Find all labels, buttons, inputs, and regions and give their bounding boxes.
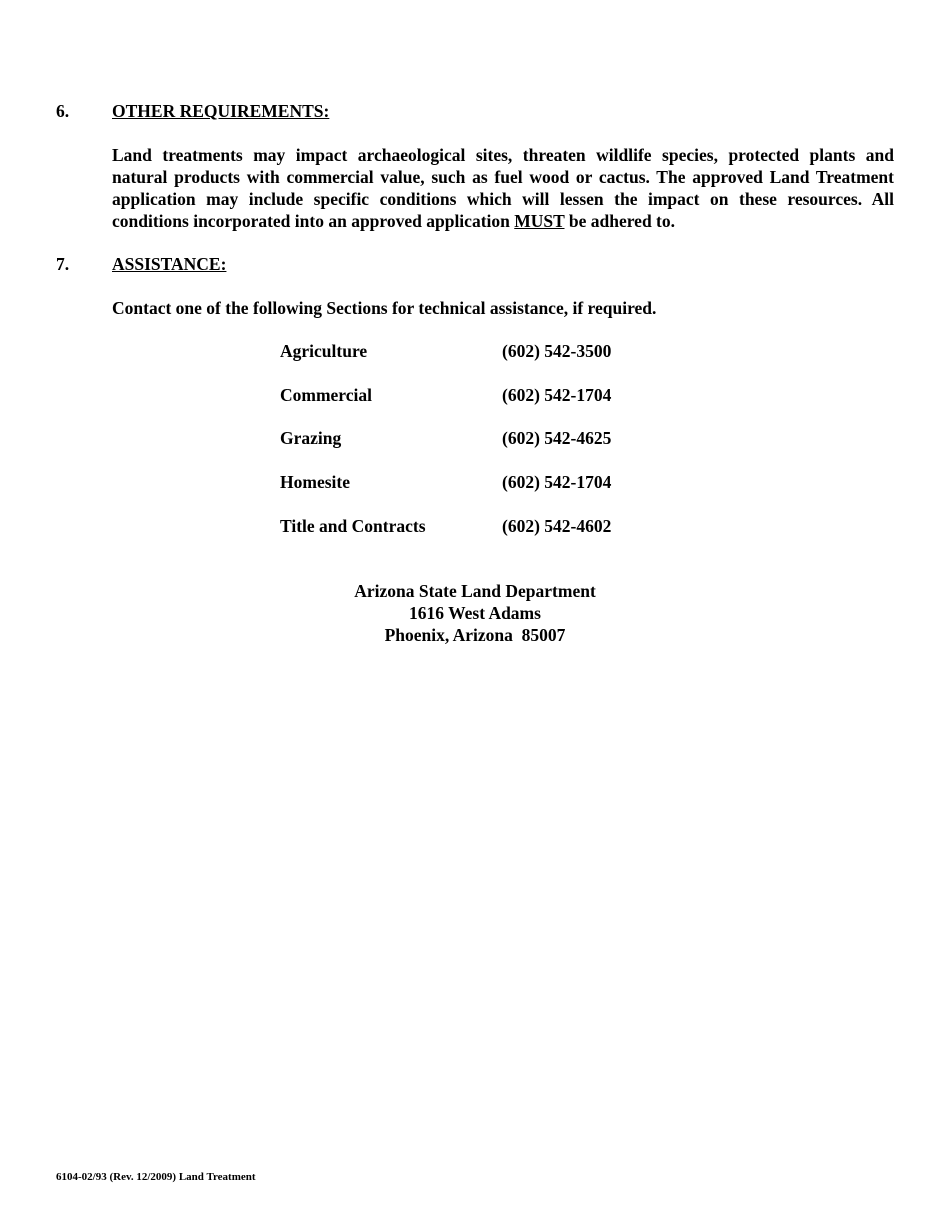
contact-name: Homesite [280, 472, 350, 493]
contact-row [280, 515, 680, 559]
contact-phone: (602) 542-1704 [502, 472, 612, 493]
other-requirements-paragraph [112, 144, 894, 232]
contact-name: Title and Contracts [280, 515, 426, 536]
assistance-intro: Contact one of the following Sections for technical assistance, if required. [112, 298, 657, 318]
paragraph-line: natural products with commercial value, such as fuel wood or cactus. The approved Land Treatment [112, 167, 894, 187]
emphasis-must: MUST [514, 211, 565, 231]
contact-row [280, 471, 680, 515]
address-block [0, 580, 950, 646]
section-number: 6. [56, 101, 70, 121]
address-line-organization: Arizona State Land Department [354, 581, 596, 601]
address-line-street: 1616 West Adams [409, 603, 541, 623]
paragraph-line: Land treatments may impact archaeological sites, threaten wildlife species, protected plants and [112, 145, 894, 165]
paragraph-line: application may include specific conditions which will lessen the impact on these resources. All [112, 189, 894, 209]
paragraph-line [112, 210, 894, 232]
contact-phone: (602) 542-4625 [502, 428, 612, 449]
section-title: ASSISTANCE: [112, 254, 227, 274]
contact-name: Commercial [280, 384, 373, 405]
contact-phone: (602) 542-3500 [502, 341, 612, 361]
contact-row [280, 340, 680, 384]
contact-phone: (602) 542-4602 [502, 515, 612, 536]
paragraph-text: conditions incorporated into an approved application [112, 211, 515, 231]
contact-name: Agriculture [280, 341, 368, 361]
address-line-city: Phoenix, Arizona 85007 [384, 625, 566, 645]
contact-name: Grazing [280, 428, 342, 449]
section-number: 7. [56, 254, 70, 274]
paragraph-text: be adhered to. [564, 211, 676, 231]
section-title: OTHER REQUIREMENTS: [112, 101, 330, 121]
contact-row [280, 384, 680, 428]
form-footer: 6104-02/93 (Rev. 12/2009) Land Treatment [56, 1171, 256, 1183]
contacts-table [280, 340, 680, 558]
contact-row [280, 427, 680, 471]
contact-phone: (602) 542-1704 [502, 384, 612, 405]
